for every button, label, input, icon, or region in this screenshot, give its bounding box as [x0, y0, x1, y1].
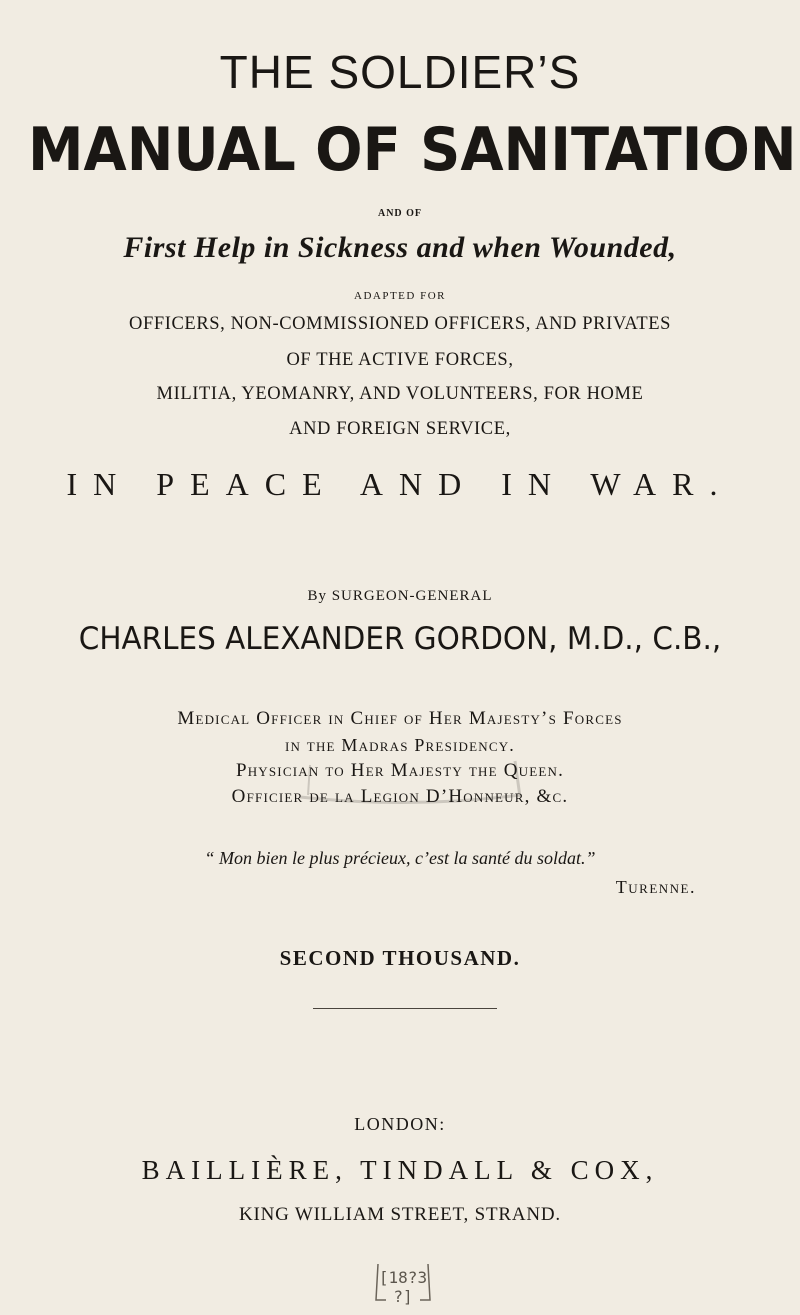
- author-title-2: in the Madras Presidency.: [284, 735, 515, 755]
- author-rank: By SURGEON-GENERAL: [307, 588, 493, 604]
- library-stamp-text: [18?3 ?]: [378, 1268, 428, 1306]
- audience-line-4: AND FOREIGN SERVICE,: [289, 419, 511, 439]
- author-title-4: Officier de la Legion D’Honneur, &c.: [231, 786, 569, 807]
- author-title-3: Physician to Her Majesty the Queen.: [235, 760, 565, 781]
- adapted-for-label: ADAPTED FOR: [354, 290, 446, 302]
- author-name: CHARLES ALEXANDER GORDON, M.D., C.B.,: [78, 621, 722, 657]
- imprint-city: LONDON:: [354, 1114, 446, 1134]
- edition-statement: SECOND THOUSAND.: [279, 946, 521, 970]
- author-title-1: Medical Officer in Chief of Her Majesty’s Forces: [177, 708, 623, 729]
- epigraph-attribution: Turenne.: [615, 877, 696, 897]
- title-line-2: MANUAL OF SANITATION: [28, 115, 797, 185]
- blackletter-subtitle: First Help in Sickness and when Wounded,: [123, 231, 677, 264]
- divider-rule: [313, 1008, 497, 1009]
- audience-line-3: MILITIA, YEOMANRY, AND VOLUNTEERS, FOR HOME: [156, 384, 644, 404]
- title-line-1: THE SOLDIER’S: [219, 46, 581, 98]
- and-of-connector: AND OF: [377, 208, 423, 219]
- imprint-address: KING WILLIAM STREET, STRAND.: [239, 1204, 561, 1225]
- peace-and-war-line: IN PEACE AND IN WAR.: [66, 466, 734, 502]
- epigraph-quote: “ Mon bien le plus précieux, c’est la santé du soldat.”: [204, 848, 596, 868]
- imprint-publisher: BAILLIÈRE, TINDALL & COX,: [141, 1155, 659, 1185]
- audience-line-2: OF THE ACTIVE FORCES,: [286, 350, 514, 370]
- audience-line-1: OFFICERS, NON-COMMISSIONED OFFICERS, AND PRIVATES: [128, 314, 672, 334]
